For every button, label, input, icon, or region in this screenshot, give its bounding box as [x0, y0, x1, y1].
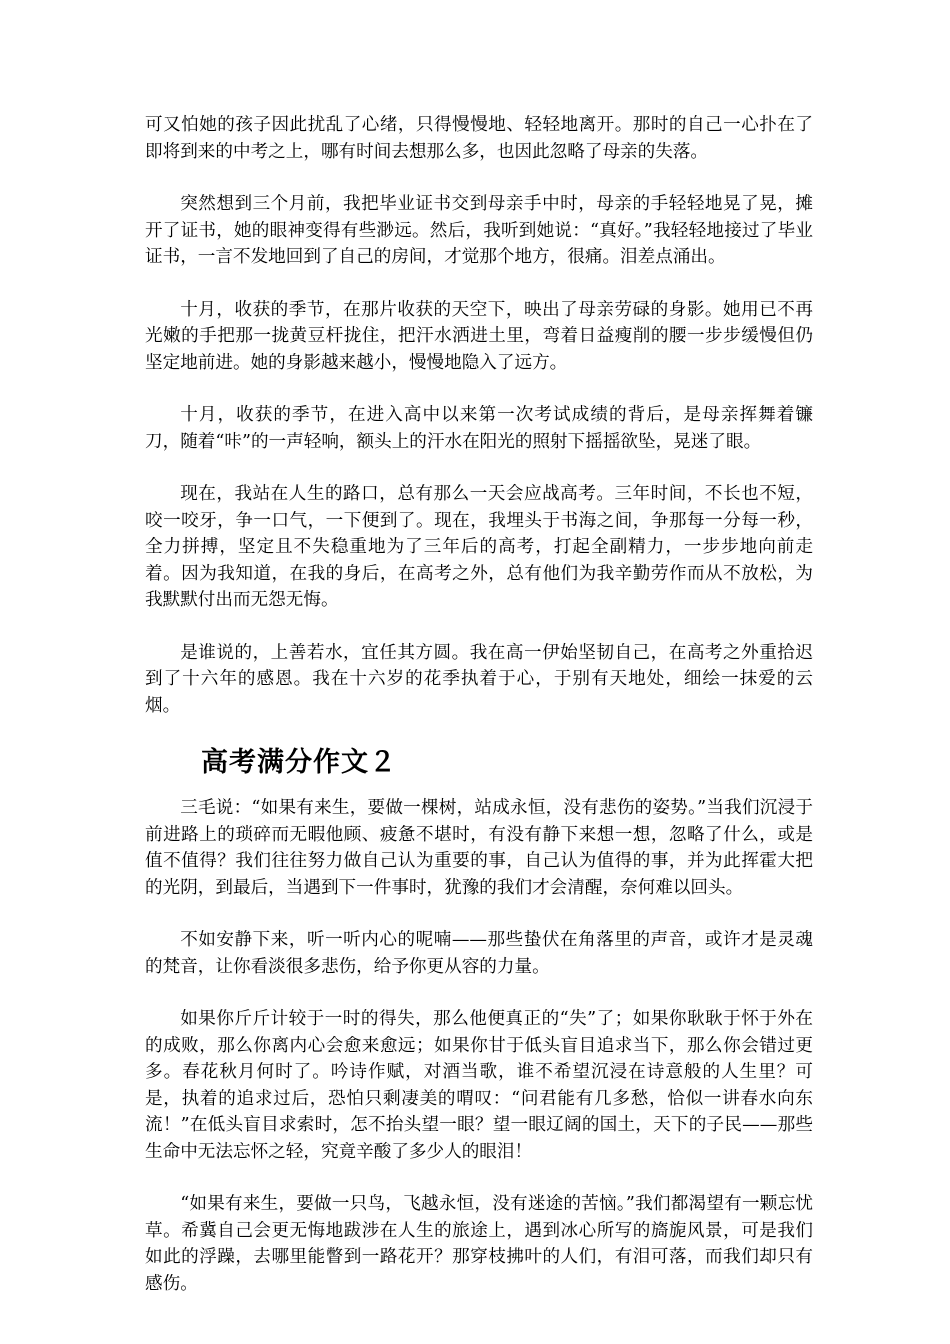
paragraph: 如果你斤斤计较于一时的得失，那么他便真正的“失”了；如果你耿耿于怀于外在的成败，那么你离内心会愈来愈远；如果你甘于低头盲目追求当下，那么你会错过更多。春花秋月何时了。吟诗作赋，对酒当歌，谁不希望沉浸在诗意般的人生里？可是，执着的追求过后，恐怕只剩凄美的喟叹：“问君能有几多愁，恰似一讲春水向东流！”在低头盲目求索时，怎不抬头望一眼？望一眼辽阔的国土，天下的子民——那些生命中无法忘怀之轻，究竟辛酸了多少人的眼泪！ [145, 1009, 813, 1162]
paragraph: 三毛说：“如果有来生，要做一棵树，站成永恒，没有悲伤的姿势。”当我们沉浸于前进路上的琐碎而无暇他顾、疲惫不堪时，有没有静下来想一想，忽略了什么，或是值不值得？我们往往努力做自己认为重要的事，自己认为值得的事，并为此挥霍大把的光阴，到最后，当遇到下一件事时，犹豫的我们才会清醒，奈何难以回头。 [145, 798, 813, 898]
section-heading: 高考满分作文２ [201, 747, 397, 778]
document-page [145, 112, 813, 1323]
paragraph: 现在，我站在人生的路口，总有那么一天会应战高考。三年时间，不长也不短，咬一咬牙，争一口气，一下便到了。现在，我埋头于书海之间，争那每一分每一秒，全力拼搏，坚定且不失稳重地为了三年后的高考，打起全副精力，一步步地向前走着。因为我知道，在我的身后，在高考之外，总有他们为我辛勤劳作而从不放松，为我默默付出而无怨无悔。 [145, 484, 813, 610]
paragraph: 是谁说的，上善若水，宜任其方圆。我在高一伊始坚韧自己，在高考之外重拾迟到了十六年的感恩。我在十六岁的花季执着于心，于别有天地处，细绘一抹爱的云烟。 [145, 642, 813, 716]
paragraph-continued: 可又怕她的孩子因此扰乱了心绪，只得慢慢地、轻轻地离开。那时的自己一心扑在了即将到来的中考之上，哪有时间去想那么多，也因此忽略了母亲的失落。 [145, 115, 813, 162]
paragraph: 十月，收获的季节，在那片收获的天空下，映出了母亲劳碌的身影。她用已不再光嫩的手把那一拢黄豆杆拢住，把汗水洒进土里，弯着日益瘦削的腰一步步缓慢但仍坚定地前进。她的身影越来越小，慢慢地隐入了远方。 [145, 299, 813, 373]
paragraph: “如果有来生，要做一只鸟，飞越永恒，没有迷途的苦恼。”我们都渴望有一颗忘忧草。希冀自己会更无悔地跋涉在人生的旅途上，遇到冰心所写的旖旎风景，可是我们如此的浮躁，去哪里能瞥到一路花开？那穿枝拂叶的人们，有泪可落，而我们却只有感伤。 [145, 1194, 813, 1294]
paragraph: 十月，收获的季节，在进入高中以来第一次考试成绩的背后，是母亲挥舞着镰刀，随着“咔”的一声轻响，额头上的汗水在阳光的照射下摇摇欲坠，晃迷了眼。 [145, 405, 813, 452]
paragraph: 不如安静下来，听一听内心的呢喃——那些蛰伏在角落里的声音，或许才是灵魂的梵音，让你看淡很多悲伤，给予你更从容的力量。 [145, 930, 813, 977]
paragraph: 突然想到三个月前，我把毕业证书交到母亲手中时，母亲的手轻轻地晃了晃，摊开了证书，她的眼神变得有些渺远。然后，我听到她说：“真好。”我轻轻地接过了毕业证书，一言不发地回到了自己的房间，才觉那个地方，很痛。泪差点涌出。 [145, 194, 813, 267]
